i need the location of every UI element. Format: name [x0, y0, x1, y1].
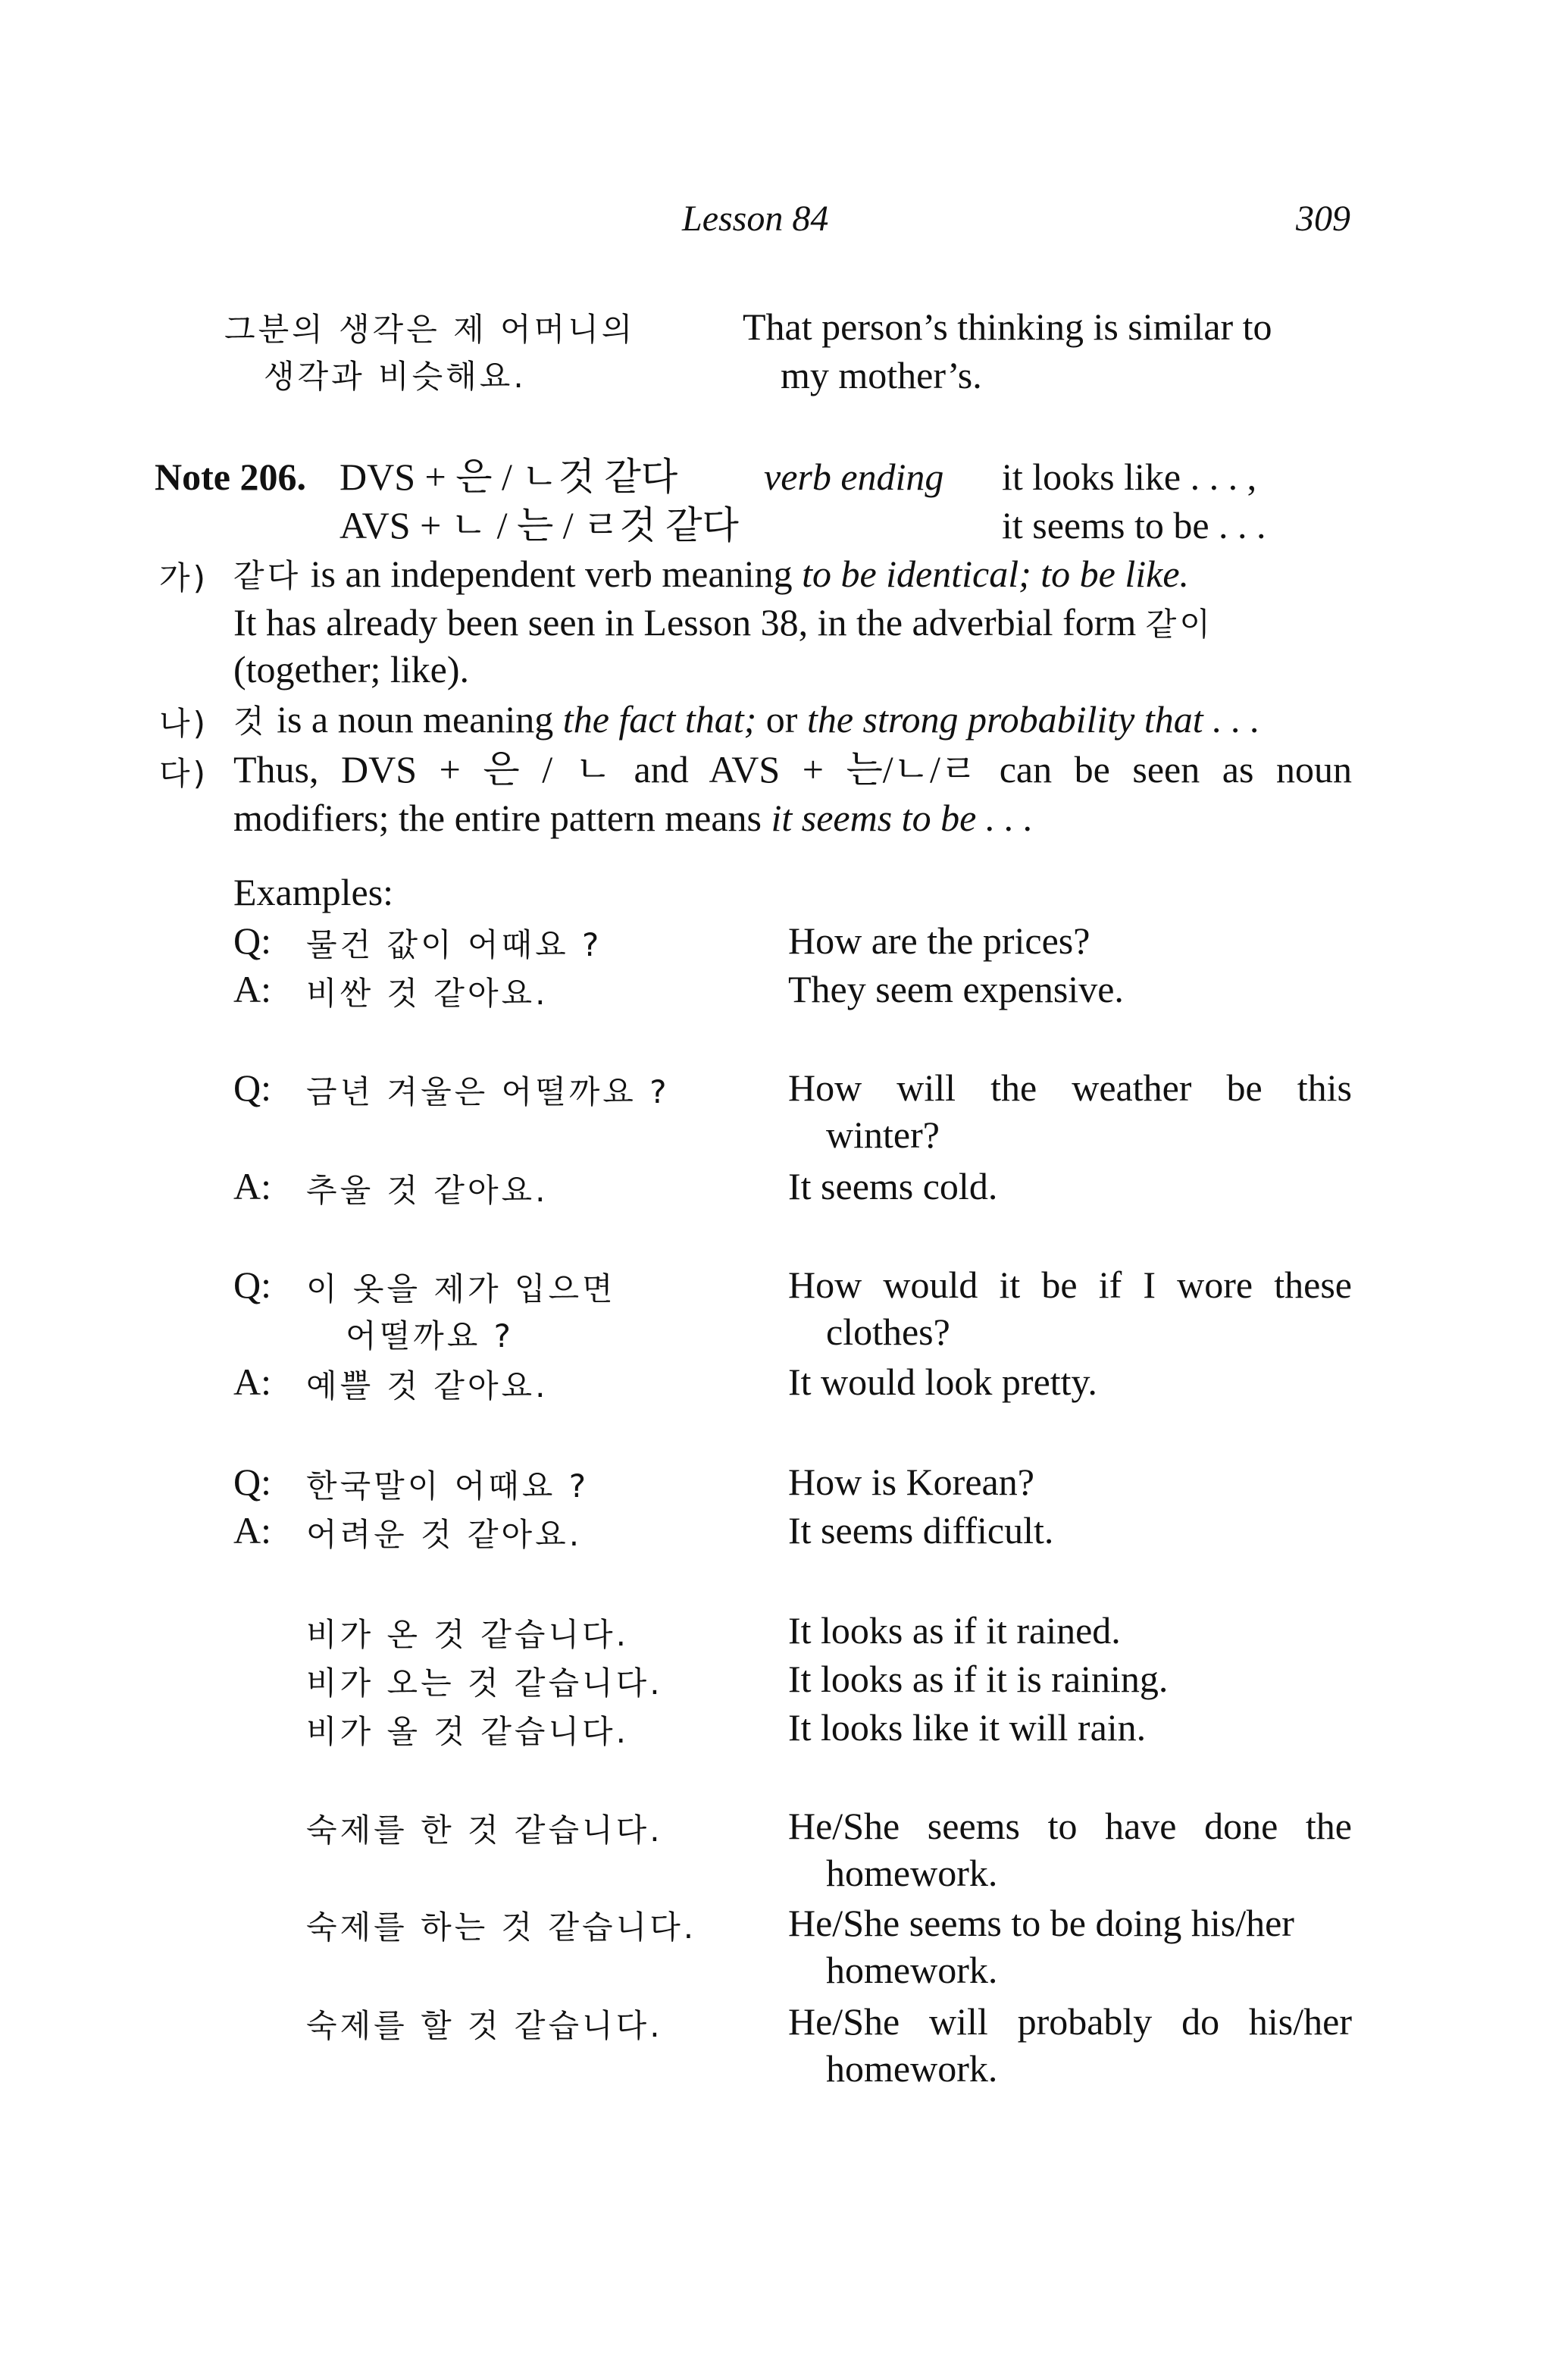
- na-word: 것: [233, 703, 268, 740]
- running-header-title: Lesson 84: [682, 199, 829, 239]
- example-2-question-korean: 금년 겨울은 어떨까요 ?: [306, 1073, 670, 1110]
- example-3-answer-korean: 예쁠 것 같아요.: [306, 1367, 549, 1405]
- example-3-question-korean-line-1: 이 옷을 제가 입으면: [306, 1270, 616, 1307]
- homework-example-3-english-line-1: He/She will probably do his/her: [788, 2000, 1352, 2043]
- example-1-question-english: How are the prices?: [788, 919, 1090, 962]
- example-4-question-label: Q:: [233, 1461, 271, 1503]
- note-item-da-line-2: modifiers; the entire pattern means it seems to be . . .: [233, 797, 1034, 839]
- example-1-question-korean: 물건 값이 어때요 ?: [306, 926, 602, 963]
- example-1-answer-korean: 비싼 것 같아요.: [306, 975, 549, 1012]
- page-number: 309: [1296, 199, 1350, 239]
- examples-label: Examples:: [233, 871, 394, 913]
- note-label: Note 206.: [155, 456, 306, 498]
- ga-adverbial-word: 같이: [1145, 606, 1213, 643]
- note-pattern-1-type: verb ending: [764, 456, 944, 498]
- example-4-answer-korean: 어려운 것 같아요.: [306, 1516, 583, 1553]
- note-item-na-line: 것 is a noun meaning the fact that; or the strong probability that . . .: [233, 698, 1260, 741]
- intro-english-line-1: That person’s thinking is similar to: [743, 305, 1272, 348]
- homework-example-2-korean: 숙제를 하는 것 같습니다.: [306, 1909, 697, 1946]
- example-4-question-english: How is Korean?: [788, 1461, 1034, 1503]
- homework-example-1-english-line-2: homework.: [826, 1852, 998, 1894]
- note-pattern-2-meaning: it seems to be . . .: [1002, 504, 1266, 546]
- homework-example-3-english-line-2: homework.: [826, 2047, 998, 2090]
- homework-example-1-english-line-1: He/She seems to have done the: [788, 1805, 1352, 1847]
- example-2-question-english-line-1: How will the weather be this: [788, 1066, 1352, 1109]
- intro-korean-line-2: 생각과 비슷해요.: [264, 358, 527, 395]
- ga-word: 같다: [233, 557, 302, 594]
- example-3-answer-label: A:: [233, 1361, 271, 1403]
- example-2-answer-korean: 추울 것 같아요.: [306, 1172, 549, 1209]
- note-pattern-1: DVS + 은 / ㄴ것 같다: [340, 456, 678, 498]
- example-4-answer-label: A:: [233, 1509, 271, 1552]
- note-item-da-marker: 다): [159, 755, 208, 792]
- example-2-answer-english: It seems cold.: [788, 1165, 998, 1207]
- example-4-question-korean: 한국말이 어때요 ?: [306, 1467, 589, 1505]
- example-3-question-english-line-2: clothes?: [826, 1311, 950, 1353]
- example-2-question-english-line-2: winter?: [826, 1113, 940, 1156]
- homework-example-2-english-line-1: He/She seems to be doing his/her: [788, 1902, 1294, 1944]
- rain-example-3-english: It looks like it will rain.: [788, 1706, 1147, 1749]
- example-2-answer-label: A:: [233, 1165, 271, 1207]
- example-3-question-english-line-1: How would it be if I wore these: [788, 1264, 1352, 1306]
- rain-example-1-english: It looks as if it rained.: [788, 1609, 1121, 1652]
- note-item-na-marker: 나): [159, 705, 208, 742]
- note-pattern-1-meaning: it looks like . . . ,: [1002, 456, 1257, 498]
- note-item-ga-line-1: 같다 is an independent verb meaning to be identical; to be like.: [233, 553, 1190, 595]
- example-1-answer-english: They seem expensive.: [788, 968, 1124, 1010]
- intro-korean-line-1: 그분의 생각은 제 어머니의: [224, 311, 636, 348]
- note-item-ga-marker: 가): [159, 559, 208, 597]
- homework-example-3-korean: 숙제를 할 것 같습니다.: [306, 2007, 663, 2044]
- example-3-question-label: Q:: [233, 1264, 271, 1306]
- homework-example-2-english-line-2: homework.: [826, 1949, 998, 1991]
- rain-example-1-korean: 비가 온 것 같습니다.: [306, 1616, 629, 1653]
- example-2-question-label: Q:: [233, 1066, 271, 1109]
- note-item-ga-line-3: (together; like).: [233, 648, 469, 691]
- intro-english-line-2: my mother’s.: [781, 354, 982, 396]
- homework-example-1-korean: 숙제를 한 것 같습니다.: [306, 1812, 663, 1849]
- example-1-question-label: Q:: [233, 919, 271, 962]
- example-1-answer-label: A:: [233, 968, 271, 1010]
- note-pattern-2: AVS + ㄴ / 는 / ㄹ것 같다: [340, 504, 739, 546]
- note-item-da-line-1: Thus, DVS + 은 / ㄴ and AVS + 는/ㄴ/ㄹ can be seen as noun: [233, 748, 1352, 791]
- example-3-answer-english: It would look pretty.: [788, 1361, 1097, 1403]
- rain-example-3-korean: 비가 올 것 같습니다.: [306, 1713, 629, 1750]
- rain-example-2-english: It looks as if it is raining.: [788, 1658, 1169, 1700]
- note-item-ga-line-2: It has already been seen in Lesson 38, in the adverbial form 같이: [233, 601, 1213, 644]
- rain-example-2-korean: 비가 오는 것 같습니다.: [306, 1664, 663, 1702]
- example-4-answer-english: It seems difficult.: [788, 1509, 1054, 1552]
- example-3-question-korean-line-2: 어떨까요 ?: [346, 1317, 514, 1354]
